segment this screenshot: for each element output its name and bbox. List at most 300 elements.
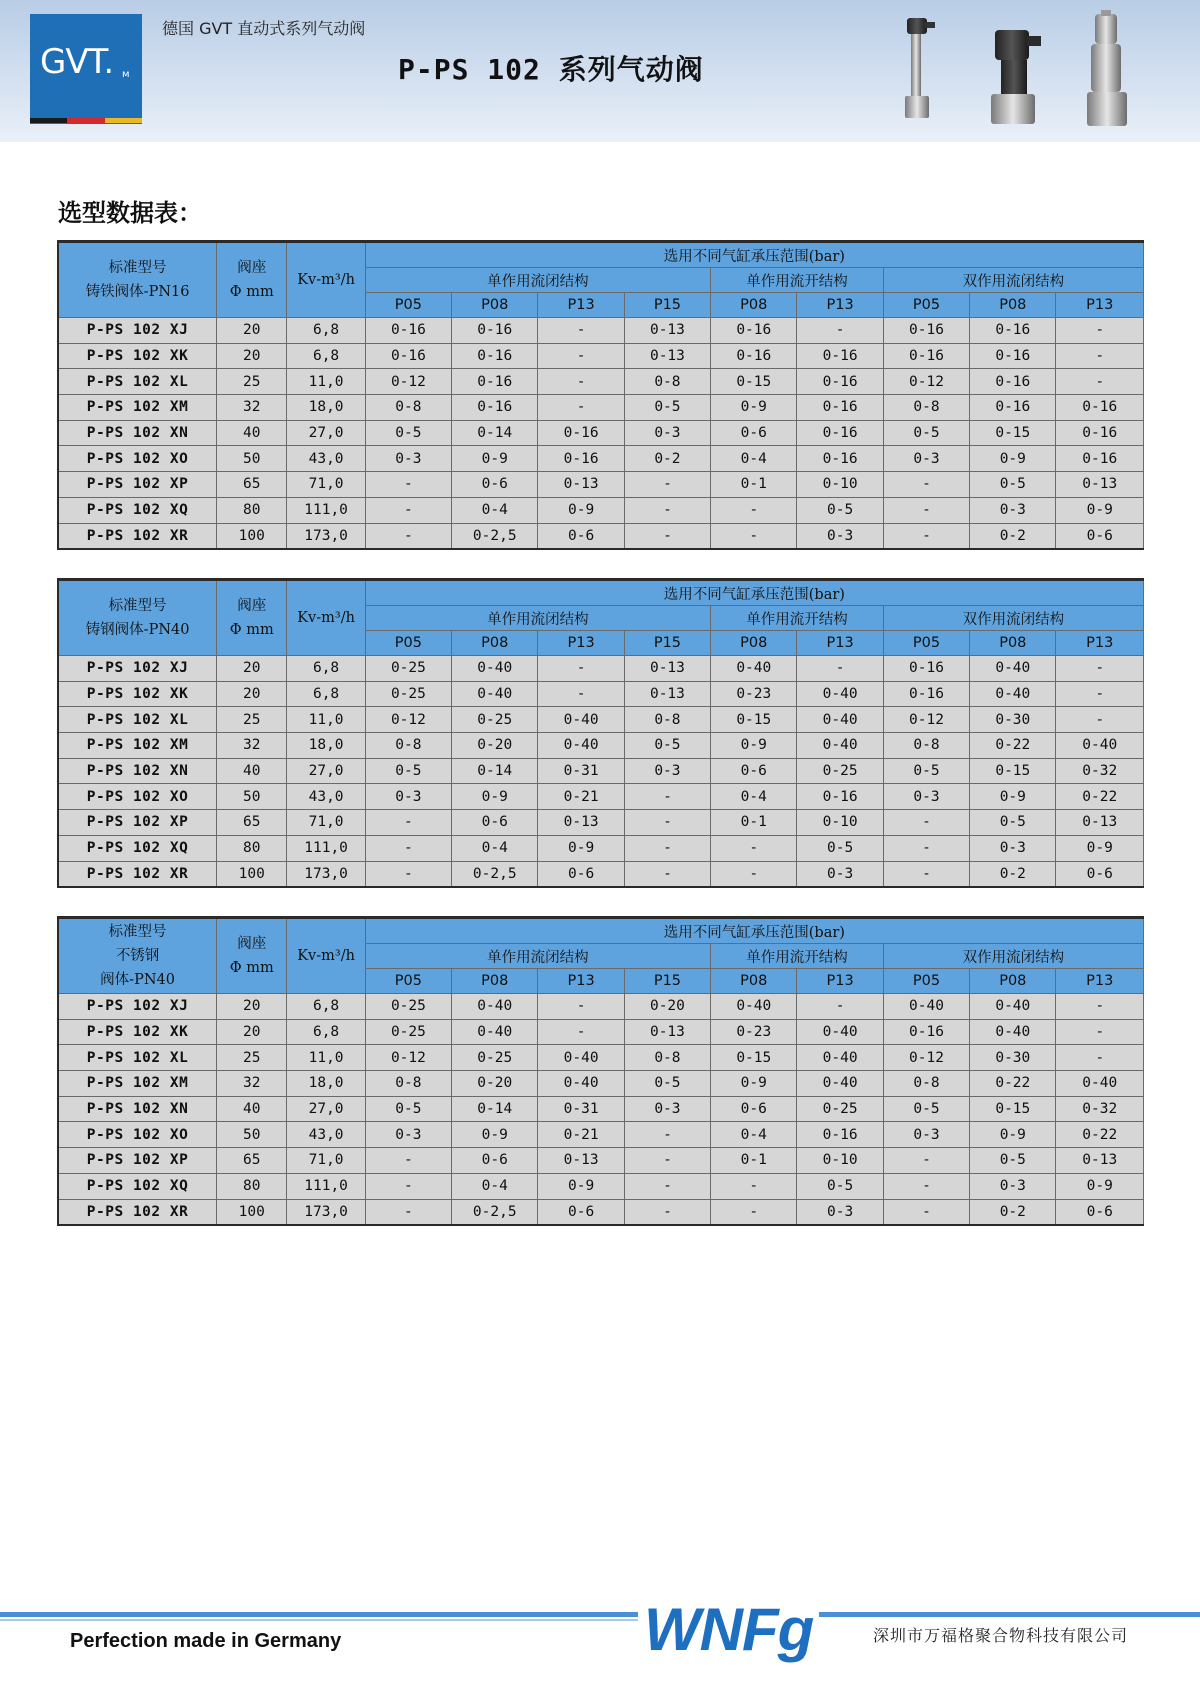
gvt-logo — [30, 14, 142, 124]
kv-cell: 173,0 — [287, 523, 365, 549]
model-cell: P-PS 102 XM — [58, 1071, 217, 1097]
pressure-cell: 0-14 — [452, 420, 538, 446]
pressure-cell: 0-12 — [365, 1045, 451, 1071]
pressure-cell: 0-12 — [365, 707, 451, 733]
valve-product-images — [895, 10, 1195, 138]
pressure-cell: 0-2 — [970, 861, 1056, 887]
pressure-cell: 0-3 — [624, 420, 710, 446]
pressure-cell: 0-40 — [797, 1071, 883, 1097]
pressure-cell: 0-16 — [970, 395, 1056, 421]
pressure-cell: 0-6 — [538, 523, 624, 549]
pressure-cell: 0-40 — [538, 733, 624, 759]
model-header-line: 铸铁阀体-PN16 — [85, 284, 190, 300]
seat-cell: 25 — [217, 1045, 287, 1071]
pressure-cell: 0-16 — [1056, 446, 1144, 472]
pressure-cell: 0-5 — [797, 1173, 883, 1199]
pressure-cell: 0-3 — [883, 1122, 969, 1148]
pressure-cell: 0-40 — [883, 994, 969, 1020]
pressure-cell: 0-13 — [538, 1148, 624, 1174]
model-cell: P-PS 102 XO — [58, 784, 217, 810]
model-cell: P-PS 102 XO — [58, 446, 217, 472]
group-header: 双作用流闭结构 — [883, 606, 1143, 631]
pressure-cell: 0-21 — [538, 784, 624, 810]
pressure-cell: 0-31 — [538, 1096, 624, 1122]
company-name: 深圳市万福格聚合物科技有限公司 — [873, 1626, 1129, 1645]
kv-cell: 27,0 — [287, 1096, 365, 1122]
pressure-cell: 0-25 — [365, 681, 451, 707]
pressure-cell: 0-13 — [1056, 472, 1144, 498]
model-cell: P-PS 102 XR — [58, 861, 217, 887]
kv-cell: 111,0 — [287, 1173, 365, 1199]
group-header: 单作用流闭结构 — [365, 606, 710, 631]
pressure-cell: 0-13 — [1056, 1148, 1144, 1174]
pressure-cell: - — [883, 523, 969, 549]
seat-cell: 20 — [217, 994, 287, 1020]
seat-cell: 80 — [217, 835, 287, 861]
seat-cell: 50 — [217, 784, 287, 810]
pressure-cell: 0-5 — [624, 395, 710, 421]
pressure-cell: - — [711, 523, 797, 549]
model-cell: P-PS 102 XL — [58, 369, 217, 395]
model-cell: P-PS 102 XJ — [58, 656, 217, 682]
cylinder-header: P05 — [883, 631, 969, 656]
pressure-cell: 0-25 — [365, 656, 451, 682]
cylinder-header: P08 — [970, 969, 1056, 994]
pressure-cell: - — [538, 994, 624, 1020]
cylinder-header: P05 — [365, 631, 451, 656]
logo-text: GVT. — [40, 42, 114, 82]
model-cell: P-PS 102 XO — [58, 1122, 217, 1148]
pressure-cell: - — [883, 497, 969, 523]
valve-1-icon — [905, 18, 935, 118]
pressure-cell: - — [797, 656, 883, 682]
pressure-cell: - — [1056, 318, 1144, 344]
valve-3-icon — [1087, 10, 1127, 126]
model-cell: P-PS 102 XQ — [58, 497, 217, 523]
pressure-cell: 0-40 — [538, 1045, 624, 1071]
pressure-cell: 0-5 — [883, 1096, 969, 1122]
seat-cell: 100 — [217, 861, 287, 887]
pressure-cell: 0-5 — [970, 472, 1056, 498]
pressure-cell: 0-16 — [452, 395, 538, 421]
pressure-cell: 0-13 — [1056, 810, 1144, 836]
pressure-cell: - — [538, 1019, 624, 1045]
kv-header: Kv-m³/h — [287, 918, 365, 994]
pressure-cell: 0-16 — [797, 395, 883, 421]
pressure-cell: 0-5 — [365, 758, 451, 784]
pressure-cell: 0-16 — [883, 318, 969, 344]
footer-tagline: Perfection made in Germany — [70, 1630, 342, 1652]
kv-cell: 6,8 — [287, 318, 365, 344]
seat-cell: 40 — [217, 758, 287, 784]
pressure-cell: - — [1056, 369, 1144, 395]
spec-table-stainless — [57, 916, 1144, 1226]
pressure-cell: - — [365, 1148, 451, 1174]
pressure-cell: 0-6 — [538, 1199, 624, 1225]
pressure-cell: 0-3 — [970, 835, 1056, 861]
seat-header-line: Φ mm — [229, 284, 274, 300]
table-row — [58, 994, 1144, 1020]
table-row — [58, 343, 1144, 369]
model-cell: P-PS 102 XJ — [58, 318, 217, 344]
pressure-cell: 0-20 — [452, 733, 538, 759]
pressure-cell: 0-9 — [711, 1071, 797, 1097]
pressure-cell: 0-40 — [538, 1071, 624, 1097]
pressure-cell: 0-5 — [883, 420, 969, 446]
seat-cell: 40 — [217, 1096, 287, 1122]
pressure-cell: - — [624, 861, 710, 887]
pressure-cell: 0-40 — [797, 1045, 883, 1071]
pressure-cell: 0-6 — [452, 1148, 538, 1174]
pressure-cell: 0-9 — [970, 784, 1056, 810]
pressure-cell: 0-25 — [365, 994, 451, 1020]
pressure-cell: - — [365, 1173, 451, 1199]
pressure-cell: 0-22 — [970, 1071, 1056, 1097]
pressure-cell: 0-40 — [970, 1019, 1056, 1045]
seat-cell: 32 — [217, 395, 287, 421]
kv-cell: 71,0 — [287, 1148, 365, 1174]
seat-cell: 65 — [217, 810, 287, 836]
pressure-cell: 0-8 — [883, 395, 969, 421]
stripe-black — [30, 118, 67, 123]
pressure-cell: - — [624, 497, 710, 523]
pressure-cell: 0-1 — [711, 1148, 797, 1174]
pressure-cell: - — [365, 861, 451, 887]
pressure-cell: 0-25 — [452, 707, 538, 733]
pressure-cell: 0-40 — [970, 994, 1056, 1020]
seat-header-line: Φ mm — [229, 622, 274, 638]
seat-header — [217, 242, 287, 318]
pressure-cell: 0-15 — [711, 369, 797, 395]
table-row — [58, 472, 1144, 498]
kv-cell: 18,0 — [287, 1071, 365, 1097]
pressure-cell: 0-9 — [1056, 835, 1144, 861]
pressure-cell: 0-16 — [365, 318, 451, 344]
pressure-cell: - — [365, 1199, 451, 1225]
model-cell: P-PS 102 XP — [58, 810, 217, 836]
pressure-cell: 0-16 — [365, 343, 451, 369]
table-row — [58, 1096, 1144, 1122]
pressure-cell: - — [624, 1122, 710, 1148]
table-row — [58, 1071, 1144, 1097]
model-cell: P-PS 102 XP — [58, 472, 217, 498]
table-row — [58, 446, 1144, 472]
cylinder-header: P08 — [711, 631, 797, 656]
pressure-cell: - — [538, 318, 624, 344]
seat-cell: 50 — [217, 1122, 287, 1148]
kv-cell: 11,0 — [287, 1045, 365, 1071]
pressure-cell: 0-5 — [797, 835, 883, 861]
kv-cell: 6,8 — [287, 681, 365, 707]
pressure-cell: 0-5 — [883, 758, 969, 784]
pressure-cell: 0-6 — [1056, 523, 1144, 549]
pressure-cell: 0-8 — [365, 733, 451, 759]
pressure-cell: 0-13 — [624, 318, 710, 344]
pressure-cell: 0-2 — [624, 446, 710, 472]
pressure-cell: 0-6 — [711, 420, 797, 446]
seat-cell: 100 — [217, 1199, 287, 1225]
kv-cell: 173,0 — [287, 1199, 365, 1225]
pressure-cell: - — [365, 523, 451, 549]
pressure-cell: - — [711, 861, 797, 887]
pressure-cell: 0-25 — [452, 1045, 538, 1071]
seat-header-line: 阀座 — [237, 260, 267, 276]
pressure-cell: - — [797, 994, 883, 1020]
pressure-cell: 0-1 — [711, 472, 797, 498]
pressure-cell: 0-3 — [797, 523, 883, 549]
footer-rule-light — [0, 1619, 640, 1621]
cylinder-header: P13 — [797, 969, 883, 994]
seat-cell: 20 — [217, 343, 287, 369]
pressure-cell: - — [1056, 1019, 1144, 1045]
pressure-cell: - — [883, 1173, 969, 1199]
seat-cell: 20 — [217, 681, 287, 707]
table-row — [58, 1045, 1144, 1071]
seat-cell: 50 — [217, 446, 287, 472]
table-row — [58, 1148, 1144, 1174]
table-row — [58, 395, 1144, 421]
kv-cell: 71,0 — [287, 472, 365, 498]
pressure-cell: - — [1056, 681, 1144, 707]
pressure-cell: - — [1056, 707, 1144, 733]
cylinder-header: P05 — [365, 969, 451, 994]
model-cell: P-PS 102 XK — [58, 681, 217, 707]
valve-2-icon — [991, 30, 1041, 124]
pressure-cell: - — [1056, 656, 1144, 682]
pressure-cell: 0-20 — [624, 994, 710, 1020]
cylinder-header: P13 — [1056, 631, 1144, 656]
pressure-cell: 0-22 — [1056, 1122, 1144, 1148]
pressure-cell: 0-22 — [1056, 784, 1144, 810]
seat-cell: 32 — [217, 1071, 287, 1097]
pressure-cell: - — [538, 395, 624, 421]
pressure-cell: 0-16 — [711, 318, 797, 344]
pressure-cell: 0-15 — [970, 1096, 1056, 1122]
pressure-cell: 0-2 — [970, 523, 1056, 549]
pressure-cell: 0-3 — [883, 784, 969, 810]
seat-cell: 80 — [217, 497, 287, 523]
table-row — [58, 810, 1144, 836]
seat-cell: 20 — [217, 1019, 287, 1045]
pressure-cell: 0-12 — [883, 1045, 969, 1071]
pressure-cell: 0-3 — [797, 1199, 883, 1225]
model-header-line: 标准型号 — [108, 924, 167, 940]
group-header: 单作用流开结构 — [711, 944, 884, 969]
model-header-line: 铸钢阀体-PN40 — [85, 622, 190, 638]
pressure-cell: 0-6 — [1056, 1199, 1144, 1225]
table-row — [58, 420, 1144, 446]
flag-stripes — [30, 118, 142, 123]
pressure-cell: 0-20 — [452, 1071, 538, 1097]
kv-cell: 27,0 — [287, 758, 365, 784]
pressure-cell: 0-25 — [365, 1019, 451, 1045]
pressure-cell: 0-2,5 — [452, 1199, 538, 1225]
pressure-cell: - — [365, 472, 451, 498]
pressure-cell: 0-3 — [970, 497, 1056, 523]
cylinder-header: P13 — [1056, 293, 1144, 318]
pressure-cell: - — [883, 472, 969, 498]
seat-header-line: 阀座 — [237, 936, 267, 952]
cylinder-header: P08 — [970, 293, 1056, 318]
pressure-cell: 0-16 — [797, 1122, 883, 1148]
table-row — [58, 784, 1144, 810]
spec-table-cast-iron — [57, 240, 1144, 550]
pressure-cell: 0-9 — [452, 1122, 538, 1148]
pressure-cell: - — [624, 1148, 710, 1174]
seat-cell: 32 — [217, 733, 287, 759]
pressure-cell: - — [624, 784, 710, 810]
model-cell: P-PS 102 XL — [58, 1045, 217, 1071]
pressure-cell: 0-6 — [711, 1096, 797, 1122]
pressure-cell: 0-9 — [538, 835, 624, 861]
model-header-line: 标准型号 — [108, 260, 167, 276]
pressure-cell: - — [624, 472, 710, 498]
seat-cell: 40 — [217, 420, 287, 446]
model-cell: P-PS 102 XL — [58, 707, 217, 733]
cylinder-header: P15 — [624, 293, 710, 318]
pressure-cell: 0-16 — [538, 420, 624, 446]
pressure-cell: 0-15 — [711, 1045, 797, 1071]
pressure-cell: 0-12 — [883, 707, 969, 733]
pressure-cell: 0-8 — [624, 369, 710, 395]
pressure-cell: - — [711, 1199, 797, 1225]
pressure-cell: - — [1056, 994, 1144, 1020]
model-header-line: 标准型号 — [108, 598, 167, 614]
pressure-cell: 0-9 — [970, 446, 1056, 472]
seat-cell: 20 — [217, 656, 287, 682]
pressure-cell: 0-16 — [970, 369, 1056, 395]
pressure-cell: 0-2,5 — [452, 523, 538, 549]
pressure-cell: 0-16 — [883, 343, 969, 369]
pressure-cell: - — [883, 835, 969, 861]
pressure-cell: 0-5 — [970, 810, 1056, 836]
pressure-cell: - — [883, 861, 969, 887]
kv-cell: 18,0 — [287, 395, 365, 421]
pressure-cell: 0-5 — [365, 1096, 451, 1122]
pressure-cell: 0-40 — [452, 994, 538, 1020]
model-cell: P-PS 102 XM — [58, 733, 217, 759]
pressure-cell: 0-13 — [538, 472, 624, 498]
kv-cell: 6,8 — [287, 1019, 365, 1045]
pressure-cell: - — [624, 835, 710, 861]
pressure-cell: 0-3 — [365, 1122, 451, 1148]
pressure-cell: 0-3 — [624, 1096, 710, 1122]
model-cell: P-PS 102 XR — [58, 1199, 217, 1225]
table-row — [58, 1173, 1144, 1199]
pressure-cell: 0-8 — [624, 1045, 710, 1071]
pressure-cell: 0-3 — [970, 1173, 1056, 1199]
pressure-cell: 0-16 — [452, 369, 538, 395]
kv-header: Kv-m³/h — [287, 242, 365, 318]
cylinder-header: P08 — [711, 969, 797, 994]
kv-cell: 11,0 — [287, 369, 365, 395]
seat-cell: 65 — [217, 472, 287, 498]
pressure-cell: 0-22 — [970, 733, 1056, 759]
cylinder-header: P13 — [797, 631, 883, 656]
stripe-red — [67, 118, 104, 123]
model-cell: P-PS 102 XR — [58, 523, 217, 549]
pressure-cell: - — [883, 1199, 969, 1225]
pressure-cell: 0-40 — [797, 707, 883, 733]
pressure-cell: 0-14 — [452, 1096, 538, 1122]
pressure-cell: 0-9 — [452, 446, 538, 472]
pressure-cell: 0-4 — [452, 835, 538, 861]
logo-sub: ᴍ — [122, 69, 130, 80]
pressure-cell: 0-14 — [452, 758, 538, 784]
footer-rule — [0, 1612, 1200, 1617]
pressure-cell: 0-4 — [452, 1173, 538, 1199]
pressure-cell: 0-40 — [970, 656, 1056, 682]
cylinder-header: P08 — [452, 969, 538, 994]
pressure-cell: 0-2,5 — [452, 861, 538, 887]
pressure-cell: 0-5 — [365, 420, 451, 446]
pressure-cell: 0-16 — [883, 1019, 969, 1045]
pressure-cell: 0-5 — [970, 1148, 1056, 1174]
pressure-cell: 0-16 — [883, 656, 969, 682]
pressure-cell: - — [711, 1173, 797, 1199]
pressure-cell: 0-30 — [970, 1045, 1056, 1071]
seat-header-line: Φ mm — [229, 960, 274, 976]
pressure-cell: 0-6 — [538, 861, 624, 887]
cylinder-header: P08 — [711, 293, 797, 318]
seat-cell: 80 — [217, 1173, 287, 1199]
group-header: 单作用流开结构 — [711, 268, 884, 293]
kv-cell: 6,8 — [287, 656, 365, 682]
model-cell: P-PS 102 XK — [58, 343, 217, 369]
pressure-cell: 0-40 — [711, 656, 797, 682]
pressure-cell: 0-16 — [797, 343, 883, 369]
table-row — [58, 656, 1144, 682]
kv-cell: 173,0 — [287, 861, 365, 887]
seat-header — [217, 918, 287, 994]
pressure-cell: 0-4 — [711, 446, 797, 472]
model-cell: P-PS 102 XK — [58, 1019, 217, 1045]
pressure-cell: 0-31 — [538, 758, 624, 784]
pressure-cell: 0-6 — [1056, 861, 1144, 887]
pressure-cell: 0-21 — [538, 1122, 624, 1148]
pressure-cell: 0-9 — [538, 1173, 624, 1199]
pressure-cell: 0-5 — [797, 497, 883, 523]
seat-cell: 65 — [217, 1148, 287, 1174]
pressure-cell: 0-5 — [624, 1071, 710, 1097]
pressure-cell: 0-1 — [711, 810, 797, 836]
pressure-cell: 0-13 — [624, 1019, 710, 1045]
pressure-cell: 0-16 — [538, 446, 624, 472]
pressure-header: 选用不同气缸承压范围(bar) — [365, 918, 1143, 944]
pressure-cell: 0-8 — [365, 1071, 451, 1097]
table-row — [58, 835, 1144, 861]
brand-line: 德国 GVT 直动式系列气动阀 — [162, 19, 366, 38]
kv-cell: 27,0 — [287, 420, 365, 446]
model-cell: P-PS 102 XQ — [58, 1173, 217, 1199]
pressure-cell: - — [538, 681, 624, 707]
seat-header-line: 阀座 — [237, 598, 267, 614]
pressure-cell: 0-16 — [797, 369, 883, 395]
pressure-cell: 0-13 — [624, 681, 710, 707]
model-header-line: 不锈钢 — [115, 948, 160, 964]
pressure-cell: 0-13 — [538, 810, 624, 836]
pressure-cell: 0-16 — [1056, 395, 1144, 421]
pressure-cell: - — [538, 343, 624, 369]
kv-cell: 11,0 — [287, 707, 365, 733]
pressure-cell: 0-8 — [883, 1071, 969, 1097]
table-row — [58, 497, 1144, 523]
model-cell: P-PS 102 XN — [58, 758, 217, 784]
group-header: 单作用流开结构 — [711, 606, 884, 631]
kv-cell: 43,0 — [287, 1122, 365, 1148]
pressure-cell: 0-13 — [624, 343, 710, 369]
pressure-cell: 0-9 — [452, 784, 538, 810]
